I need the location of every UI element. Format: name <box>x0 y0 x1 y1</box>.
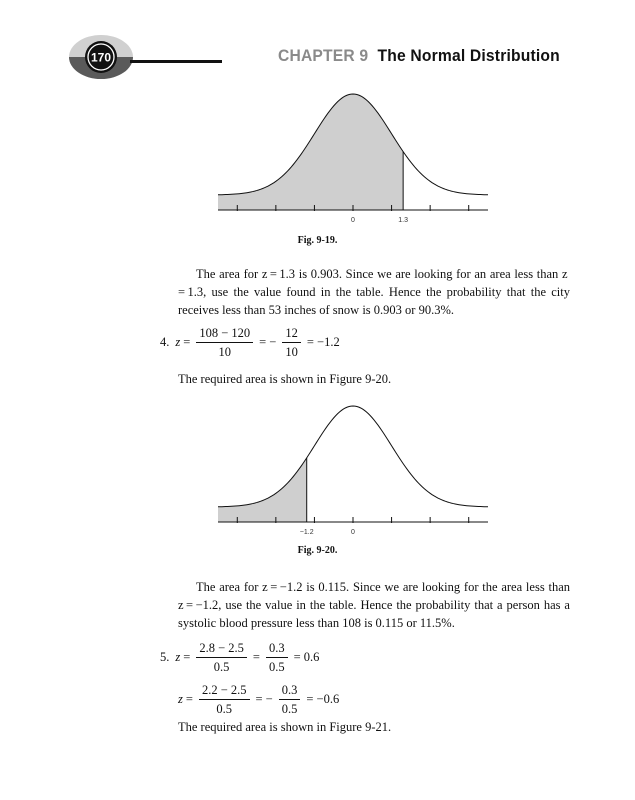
figure-9-19 <box>218 88 488 228</box>
paragraph <box>178 265 570 319</box>
page-number: 170 <box>90 50 112 65</box>
shaded-area <box>218 458 307 522</box>
fraction: $\frac{12}{10}$ <box>282 326 301 359</box>
text-line: The required area is shown in Figure 9-21. <box>178 720 392 734</box>
chapter-heading <box>278 46 560 66</box>
equals: = <box>185 692 193 706</box>
result: = −1.2 <box>306 335 340 349</box>
text-line: The required area is shown in Figure 9-20. <box>178 372 392 386</box>
equals: = <box>183 335 191 349</box>
figure-9-20 <box>218 400 488 540</box>
item-number: 4. <box>160 335 170 349</box>
fraction: $\frac{0.3}{0.5}$ <box>266 641 288 674</box>
page-number-badge <box>68 34 134 80</box>
fraction: $\frac{0.3}{0.5}$ <box>279 683 301 716</box>
tick-label-1-3: 1.3 <box>398 217 409 224</box>
tick-label-neg-1-2: −1.2 <box>299 529 314 536</box>
paragraph-text: The area for z = −1.2 is 0.115. Since we are looking for the area less than z = −1.2, use the value in the table. Hence the probability that a person has a systolic blood pressure less than 108 is 0.115 or 11.5%. <box>178 580 570 630</box>
figure-caption: Fig. 9-20. <box>297 545 338 556</box>
paragraph <box>178 578 570 632</box>
tick-label-0: 0 <box>351 529 355 536</box>
item-number: 5. <box>160 650 170 664</box>
equation <box>160 641 319 674</box>
paragraph-text: The area for z = 1.3 is 0.903. Since we are looking for an area less than z = 1.3, use the value found in the table. Hence the probability that the city receives less than 53 inches of snow is 0.903 or 90.3%. <box>178 267 570 317</box>
result: = −0.6 <box>306 692 340 706</box>
variable: z <box>175 650 181 664</box>
equals: = <box>252 650 260 664</box>
variable: z <box>175 335 181 349</box>
figure-caption: Fig. 9-19. <box>297 235 338 246</box>
header-rule <box>130 60 222 63</box>
chapter-label: CHAPTER 9 <box>278 46 369 65</box>
equation <box>160 326 340 359</box>
equation <box>178 683 339 716</box>
chapter-title: The Normal Distribution <box>377 46 560 65</box>
normal-curve <box>218 406 488 507</box>
tick-label-0: 0 <box>351 217 355 224</box>
equals: = − <box>259 335 277 349</box>
fraction: $\frac{108 - 120}{10}$ <box>196 326 253 359</box>
fraction: $\frac{2.2 - 2.5}{0.5}$ <box>199 683 250 716</box>
variable: z <box>178 692 183 706</box>
result: = 0.6 <box>293 650 320 664</box>
equals: = − <box>255 692 273 706</box>
equals: = <box>183 650 191 664</box>
fraction: $\frac{2.8 - 2.5}{0.5}$ <box>196 641 247 674</box>
